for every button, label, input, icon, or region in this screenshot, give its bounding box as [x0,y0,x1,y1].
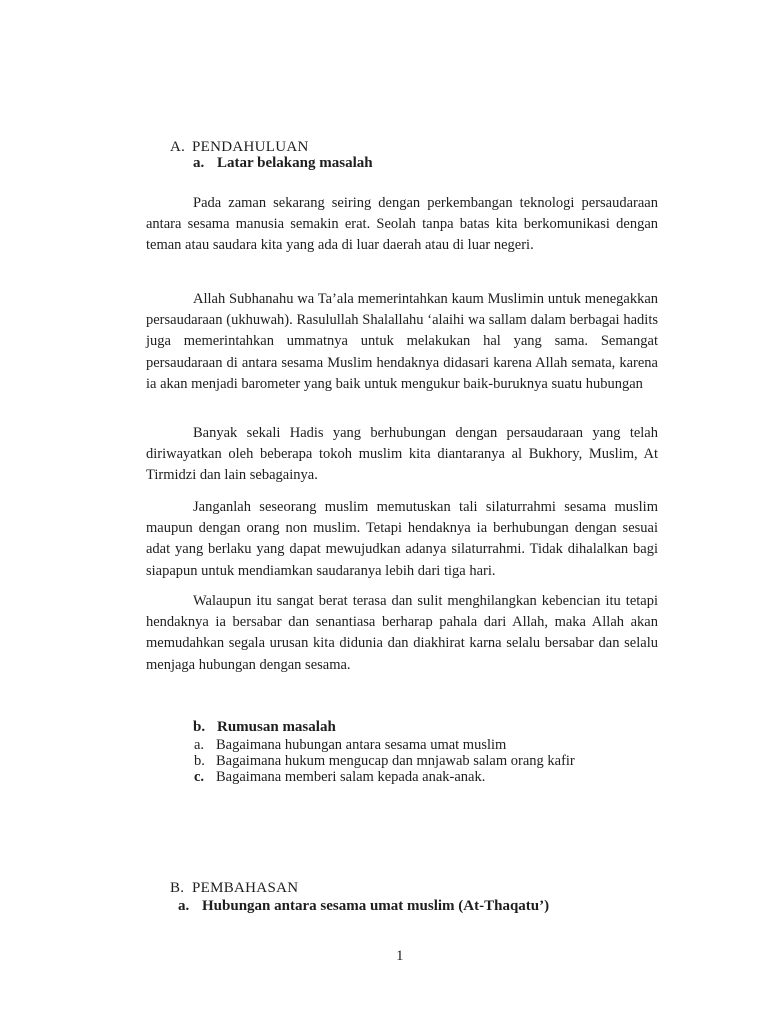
subsection-b-number: b. [193,719,206,735]
paragraph-3: Banyak sekali Hadis yang berhubungan dengan persaudaraan yang telah diriwayatkan oleh beberapa tokoh muslim kita diantaranya al Bukhory, Muslim, At Tirmidzi dan lain sebagainya. [146,425,658,484]
subsection-a-number: a. [193,155,205,171]
problem-list [194,737,575,785]
section-b-subsection-a-number: a. [178,898,190,914]
list-item-number: a. [194,737,205,753]
section-b-subsection-a-title: Hubungan antara sesama umat muslim (At-Thaqatu’) [202,898,550,914]
page-number: 1 [396,948,404,964]
list-item [194,753,575,769]
list-item [194,737,575,753]
section-a-heading [170,139,309,156]
section-b-title: PEMBAHASAN [192,880,299,896]
list-item-text: Bagaimana memberi salam kepada anak-anak. [216,769,486,785]
paragraph-4: Janganlah seseorang muslim memutuskan tali silaturrahmi sesama muslim maupun dengan orang non muslim. Tetapi hendaknya ia berhubungan dengan sesuai adat yang berlaku yang dapat mewujudkan adanya silaturrahmi. Tidak dihalalkan bagi siapapun untuk mendiamkan saudaranya lebih dari tiga hari. [146,499,658,579]
list-item [194,769,575,785]
list-item-text: Bagaimana hukum mengucap dan mnjawab salam orang kafir [216,753,575,769]
subsection-b-heading [193,719,336,736]
section-a-number: A. [170,139,186,155]
subsection-b-title: Rumusan masalah [217,719,336,735]
list-item-number: b. [194,753,205,769]
section-b-number: B. [170,880,185,896]
paragraph-2: Allah Subhanahu wa Ta’ala memerintahkan kaum Muslimin untuk menegakkan persaudaraan (ukhuwah). Rasulullah Shalallahu ‘alaihi wa sallam dalam berbagai hadits juga memerintahkan ummatnya untuk melakukan hal yang sama. Semangat persaudaraan di antara sesama Muslim hendaknya didasari karena Allah semata, karena ia akan menjadi barometer yang baik untuk mengukur baik-buruknya suatu hubungan [146,291,658,392]
section-a-title: PENDAHULUAN [192,139,309,155]
section-b-heading [170,880,298,897]
subsection-a-title: Latar belakang masalah [217,155,373,171]
list-item-number: c. [194,769,205,785]
list-item-text: Bagaimana hubungan antara sesama umat muslim [216,737,507,753]
paragraph-1: Pada zaman sekarang seiring dengan perkembangan teknologi persaudaraan antara sesama manusia semakin erat. Seolah tanpa batas kita berkomunikasi dengan teman atau saudara kita yang ada di luar daerah atau di luar negeri. [146,195,658,254]
subsection-a-heading [193,155,373,172]
paragraph-5: Walaupun itu sangat berat terasa dan sulit menghilangkan kebencian itu tetapi hendaknya ia bersabar dan senantiasa berharap pahala dari Allah, maka Allah akan memudahkan segala urusan kita didunia dan diakhirat karna selalu bersabar dan selalu menjaga hubungan dengan sesama. [146,593,658,673]
section-b-subsection-a-heading [178,898,549,915]
